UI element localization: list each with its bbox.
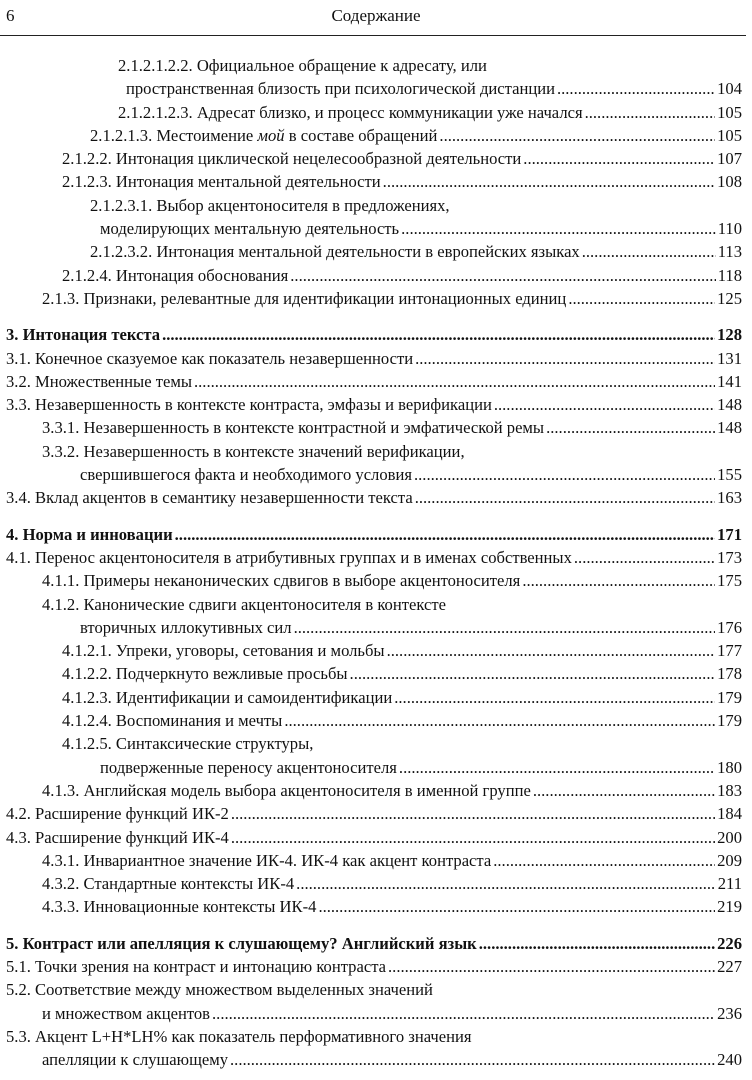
- toc-entry-title-line1: 4.1.2. Канонические сдвиги акцентоносителя в контексте: [42, 594, 446, 614]
- toc-entry-title: 2.1.2.2. Интонация циклической нецелесообразной деятельности: [62, 149, 522, 169]
- toc-entry-title: 4.3.3. Инновационные контексты ИК-4: [42, 897, 317, 917]
- toc-entry-line: [0, 955, 742, 978]
- toc-entry-title-part: 2.1.2.1.3. Местоимение: [90, 125, 258, 145]
- toc-entry-line: [0, 1002, 742, 1025]
- dot-leader: [479, 932, 715, 955]
- toc-entry-line: [0, 639, 742, 662]
- dot-leader: [194, 370, 715, 393]
- dot-leader: [294, 616, 716, 639]
- toc-entry-line: [0, 1048, 742, 1071]
- toc-entry[interactable]: [0, 932, 742, 955]
- toc-entry-line: [0, 872, 742, 895]
- toc-entry-title: 4.3.2. Стандартные контексты ИК-4: [42, 874, 295, 894]
- toc-entry[interactable]: [0, 732, 742, 779]
- toc-entry-title-line1: 5.3. Акцент L+H*LH% как показатель перформативного значения: [6, 1026, 472, 1046]
- toc-entry[interactable]: [0, 686, 742, 709]
- toc-entry-title: 5.1. Точки зрения на контраст и интонацию контраста: [6, 956, 387, 976]
- toc-entry[interactable]: [0, 872, 742, 895]
- dot-leader: [162, 323, 715, 346]
- toc-entry[interactable]: [0, 370, 742, 393]
- toc-entry[interactable]: [0, 147, 742, 170]
- toc-entry-line: [0, 264, 742, 287]
- toc-entry-line: [0, 849, 742, 872]
- toc-page-number: 148: [717, 395, 742, 415]
- toc-entry[interactable]: [0, 802, 742, 825]
- dot-leader: [284, 709, 715, 732]
- toc-entry-line: [0, 709, 742, 732]
- toc-entry[interactable]: [0, 240, 742, 263]
- dot-leader: [383, 170, 715, 193]
- section-gap: [0, 919, 742, 932]
- toc-entry-title: [90, 124, 437, 147]
- dot-leader: [231, 826, 715, 849]
- header-rule: [0, 35, 746, 36]
- dot-leader: [212, 1002, 715, 1025]
- toc-page-number: 105: [717, 125, 742, 145]
- toc-page-number: 175: [717, 571, 742, 591]
- toc-entry-line: [0, 240, 742, 263]
- toc-entry-line: [0, 523, 742, 546]
- toc-entry-title: 2.1.3. Признаки, релевантные для идентификации интонационных единиц: [42, 288, 567, 308]
- toc-entry-line: [0, 393, 742, 416]
- dot-leader: [388, 955, 715, 978]
- toc-entry-title: 4.3. Расширение функций ИК-4: [6, 827, 229, 847]
- dot-leader: [585, 101, 716, 124]
- toc-page-number: 183: [717, 780, 742, 800]
- toc-entry-title: 3.3. Незавершенность в контексте контраста, эмфазы и верификации: [6, 395, 492, 415]
- toc-entry-title: 4.2. Расширение функций ИК-2: [6, 804, 229, 824]
- toc-entry-title-line1: 3.3.2. Незавершенность в контексте значений верификации,: [42, 441, 465, 461]
- toc-entry-title: 2.1.2.4. Интонация обоснования: [62, 265, 289, 285]
- toc-entry[interactable]: [0, 709, 742, 732]
- toc-entry-line: [0, 802, 742, 825]
- dot-leader: [414, 463, 715, 486]
- toc-page-number: 209: [717, 850, 742, 870]
- toc-entry[interactable]: [0, 393, 742, 416]
- toc-page-number: 211: [717, 874, 742, 894]
- toc-page-number: 113: [717, 242, 742, 262]
- dot-leader: [230, 1048, 715, 1071]
- toc-entry[interactable]: [0, 54, 742, 101]
- section-gap: [0, 510, 742, 523]
- toc-page-number: 179: [717, 711, 742, 731]
- toc-entry-title: 5. Контраст или апелляция к слушающему? Английский язык: [6, 933, 477, 953]
- toc-entry[interactable]: [0, 523, 742, 546]
- toc-entry[interactable]: [0, 287, 742, 310]
- dot-leader: [415, 486, 715, 509]
- toc-entry[interactable]: [0, 170, 742, 193]
- toc-entry-title: 4.1.2.3. Идентификации и самоидентификации: [62, 687, 393, 707]
- toc-entry[interactable]: [0, 124, 742, 147]
- section-gap: [0, 310, 742, 323]
- toc-entry-title: 3. Интонация текста: [6, 325, 161, 345]
- toc-page-number: 173: [717, 547, 742, 567]
- toc-entry[interactable]: [0, 978, 742, 1025]
- running-title: Содержание: [331, 6, 421, 25]
- toc-page-number: 104: [717, 79, 742, 99]
- dot-leader: [523, 147, 715, 170]
- toc-entry-title-line1: 2.1.2.3.1. Выбор акцентоносителя в предложениях,: [90, 195, 450, 215]
- toc-entry-title: 4.1. Перенос акцентоносителя в атрибутивных группах и в именах собственных: [6, 547, 572, 567]
- dot-leader: [574, 546, 715, 569]
- dot-leader: [290, 264, 715, 287]
- toc-page-number: 178: [717, 664, 742, 684]
- toc-entry-line: [0, 347, 742, 370]
- toc-entry-line: [0, 463, 742, 486]
- toc-entry-title: 4.1.2.4. Воспоминания и мечты: [62, 711, 283, 731]
- toc-page-number: 128: [717, 325, 742, 345]
- toc-entry-line: [0, 170, 742, 193]
- toc-entry-line: [0, 662, 742, 685]
- dot-leader: [415, 347, 715, 370]
- toc-entry[interactable]: [0, 849, 742, 872]
- toc-entry-title: подверженные переносу акцентоносителя: [100, 757, 397, 777]
- toc-page-number: 226: [717, 933, 742, 953]
- toc-entry-line: [0, 287, 742, 310]
- toc-page-number: 163: [717, 488, 742, 508]
- toc-entry-title: апелляции к слушающему: [42, 1050, 229, 1070]
- dot-leader: [296, 872, 716, 895]
- dot-leader: [318, 895, 715, 918]
- toc-entry[interactable]: [0, 662, 742, 685]
- dot-leader: [568, 287, 715, 310]
- table-of-contents: [0, 54, 742, 1071]
- toc-entry[interactable]: [0, 895, 742, 918]
- toc-page-number: 227: [717, 956, 742, 976]
- toc-entry-line: [0, 486, 742, 509]
- toc-page-number: 176: [717, 617, 742, 637]
- dot-leader: [522, 569, 715, 592]
- toc-entry-line: [0, 416, 742, 439]
- dot-leader: [494, 393, 715, 416]
- toc-entry-title: 4.1.2.1. Упреки, уговоры, сетования и мольбы: [62, 641, 385, 661]
- dot-leader: [582, 240, 716, 263]
- toc-page-number: 148: [717, 418, 742, 438]
- toc-entry-title: моделирующих ментальную деятельность: [100, 219, 400, 239]
- page-header: [0, 4, 752, 32]
- toc-entry-title: 4.1.2.2. Подчеркнуто вежливые просьбы: [62, 664, 348, 684]
- toc-page-number: 141: [717, 371, 742, 391]
- toc-entry[interactable]: [0, 593, 742, 640]
- toc-entry-title: и множеством акцентов: [42, 1003, 211, 1023]
- dot-leader: [399, 756, 715, 779]
- toc-entry-title-line1: 5.2. Соответствие между множеством выделенных значений: [6, 980, 433, 1000]
- toc-page-number: 177: [717, 641, 742, 661]
- toc-entry[interactable]: [0, 440, 742, 487]
- toc-entry-line: [0, 370, 742, 393]
- toc-entry-line: [0, 686, 742, 709]
- toc-entry-title: 2.1.2.3.2. Интонация ментальной деятельности в европейских языках: [90, 242, 580, 262]
- toc-entry[interactable]: [0, 194, 742, 241]
- toc-page-number: 108: [717, 172, 742, 192]
- toc-entry-title: пространственная близость при психологической дистанции: [126, 79, 555, 99]
- toc-page-number: 105: [717, 102, 742, 122]
- toc-entry-title: 3.4. Вклад акцентов в семантику незавершенности текста: [6, 488, 413, 508]
- dot-leader: [394, 686, 715, 709]
- toc-entry[interactable]: [0, 569, 742, 592]
- dot-leader: [350, 662, 716, 685]
- dot-leader: [231, 802, 715, 825]
- toc-page-number: 200: [717, 827, 742, 847]
- toc-entry-line: [0, 147, 742, 170]
- toc-page-number: 125: [717, 288, 742, 308]
- toc-entry-line: [0, 217, 742, 240]
- toc-entry-line: [0, 932, 742, 955]
- toc-entry-line: [0, 895, 742, 918]
- toc-page-number: 179: [717, 687, 742, 707]
- toc-entry-title-emphasis: мой: [257, 125, 285, 145]
- toc-entry[interactable]: [0, 779, 742, 802]
- toc-entry[interactable]: [0, 264, 742, 287]
- toc-page-number: 180: [717, 757, 742, 777]
- toc-page-number: 219: [717, 897, 742, 917]
- toc-entry-title: вторичных иллокутивных сил: [80, 617, 292, 637]
- toc-entry[interactable]: [0, 955, 742, 978]
- toc-entry-title: 2.1.2.3. Интонация ментальной деятельности: [62, 172, 381, 192]
- toc-entry-title-part: в составе обращений: [284, 125, 438, 145]
- dot-leader: [557, 77, 715, 100]
- toc-page-number: 110: [717, 219, 742, 239]
- dot-leader: [175, 523, 715, 546]
- toc-entry-title: 4.3.1. Инвариантное значение ИК-4. ИК-4 как акцент контраста: [42, 850, 492, 870]
- toc-page-number: 118: [717, 265, 742, 285]
- toc-entry-title: 4. Норма и инновации: [6, 524, 173, 544]
- toc-entry-title: 2.1.2.1.2.3. Адресат близко, и процесс коммуникации уже начался: [118, 102, 583, 122]
- dot-leader: [401, 217, 716, 240]
- toc-page-number: 171: [717, 524, 742, 544]
- toc-entry[interactable]: [0, 101, 742, 124]
- toc-entry[interactable]: [0, 416, 742, 439]
- dot-leader: [493, 849, 715, 872]
- toc-entry-line: [0, 826, 742, 849]
- toc-entry-title-line1: 2.1.2.1.2.2. Официальное обращение к адресату, или: [118, 56, 487, 75]
- toc-entry[interactable]: [0, 1025, 742, 1072]
- dot-leader: [533, 779, 715, 802]
- toc-entry-line: [0, 546, 742, 569]
- toc-entry-title: 3.3.1. Незавершенность в контексте контрастной и эмфатической ремы: [42, 418, 545, 438]
- toc-entry-title: 4.1.3. Английская модель выбора акцентоносителя в именной группе: [42, 780, 531, 800]
- toc-page-number: 240: [717, 1050, 742, 1070]
- toc-entry-line: [0, 779, 742, 802]
- toc-entry-line: [0, 756, 742, 779]
- toc-entry[interactable]: [0, 347, 742, 370]
- page-number: 6: [6, 6, 15, 25]
- toc-entry[interactable]: [0, 639, 742, 662]
- dot-leader: [546, 416, 715, 439]
- toc-page-number: 155: [717, 465, 742, 485]
- toc-entry-line: [0, 77, 742, 100]
- toc-page-number: 184: [717, 804, 742, 824]
- toc-entry-line: [0, 323, 742, 346]
- dot-leader: [387, 639, 716, 662]
- toc-entry[interactable]: [0, 323, 742, 346]
- toc-entry-title: 4.1.1. Примеры неканонических сдвигов в выборе акцентоносителя: [42, 571, 521, 591]
- toc-page-number: 236: [717, 1003, 742, 1023]
- toc-entry-line: [0, 569, 742, 592]
- dot-leader: [439, 124, 715, 147]
- toc-entry-title: 3.1. Конечное сказуемое как показатель незавершенности: [6, 348, 414, 368]
- toc-page-number: 107: [717, 149, 742, 169]
- toc-entry-title-line1: 4.1.2.5. Синтаксические структуры,: [62, 734, 314, 754]
- toc-entry-line: [0, 101, 742, 124]
- toc-entry-title: свершившегося факта и необходимого условия: [80, 465, 412, 485]
- toc-entry[interactable]: [0, 486, 742, 509]
- toc-entry-title: 3.2. Множественные темы: [6, 371, 192, 391]
- toc-entry-line: [0, 616, 742, 639]
- toc-entry[interactable]: [0, 826, 742, 849]
- toc-entry-line: [0, 124, 742, 147]
- toc-entry[interactable]: [0, 546, 742, 569]
- toc-page-number: 131: [717, 348, 742, 368]
